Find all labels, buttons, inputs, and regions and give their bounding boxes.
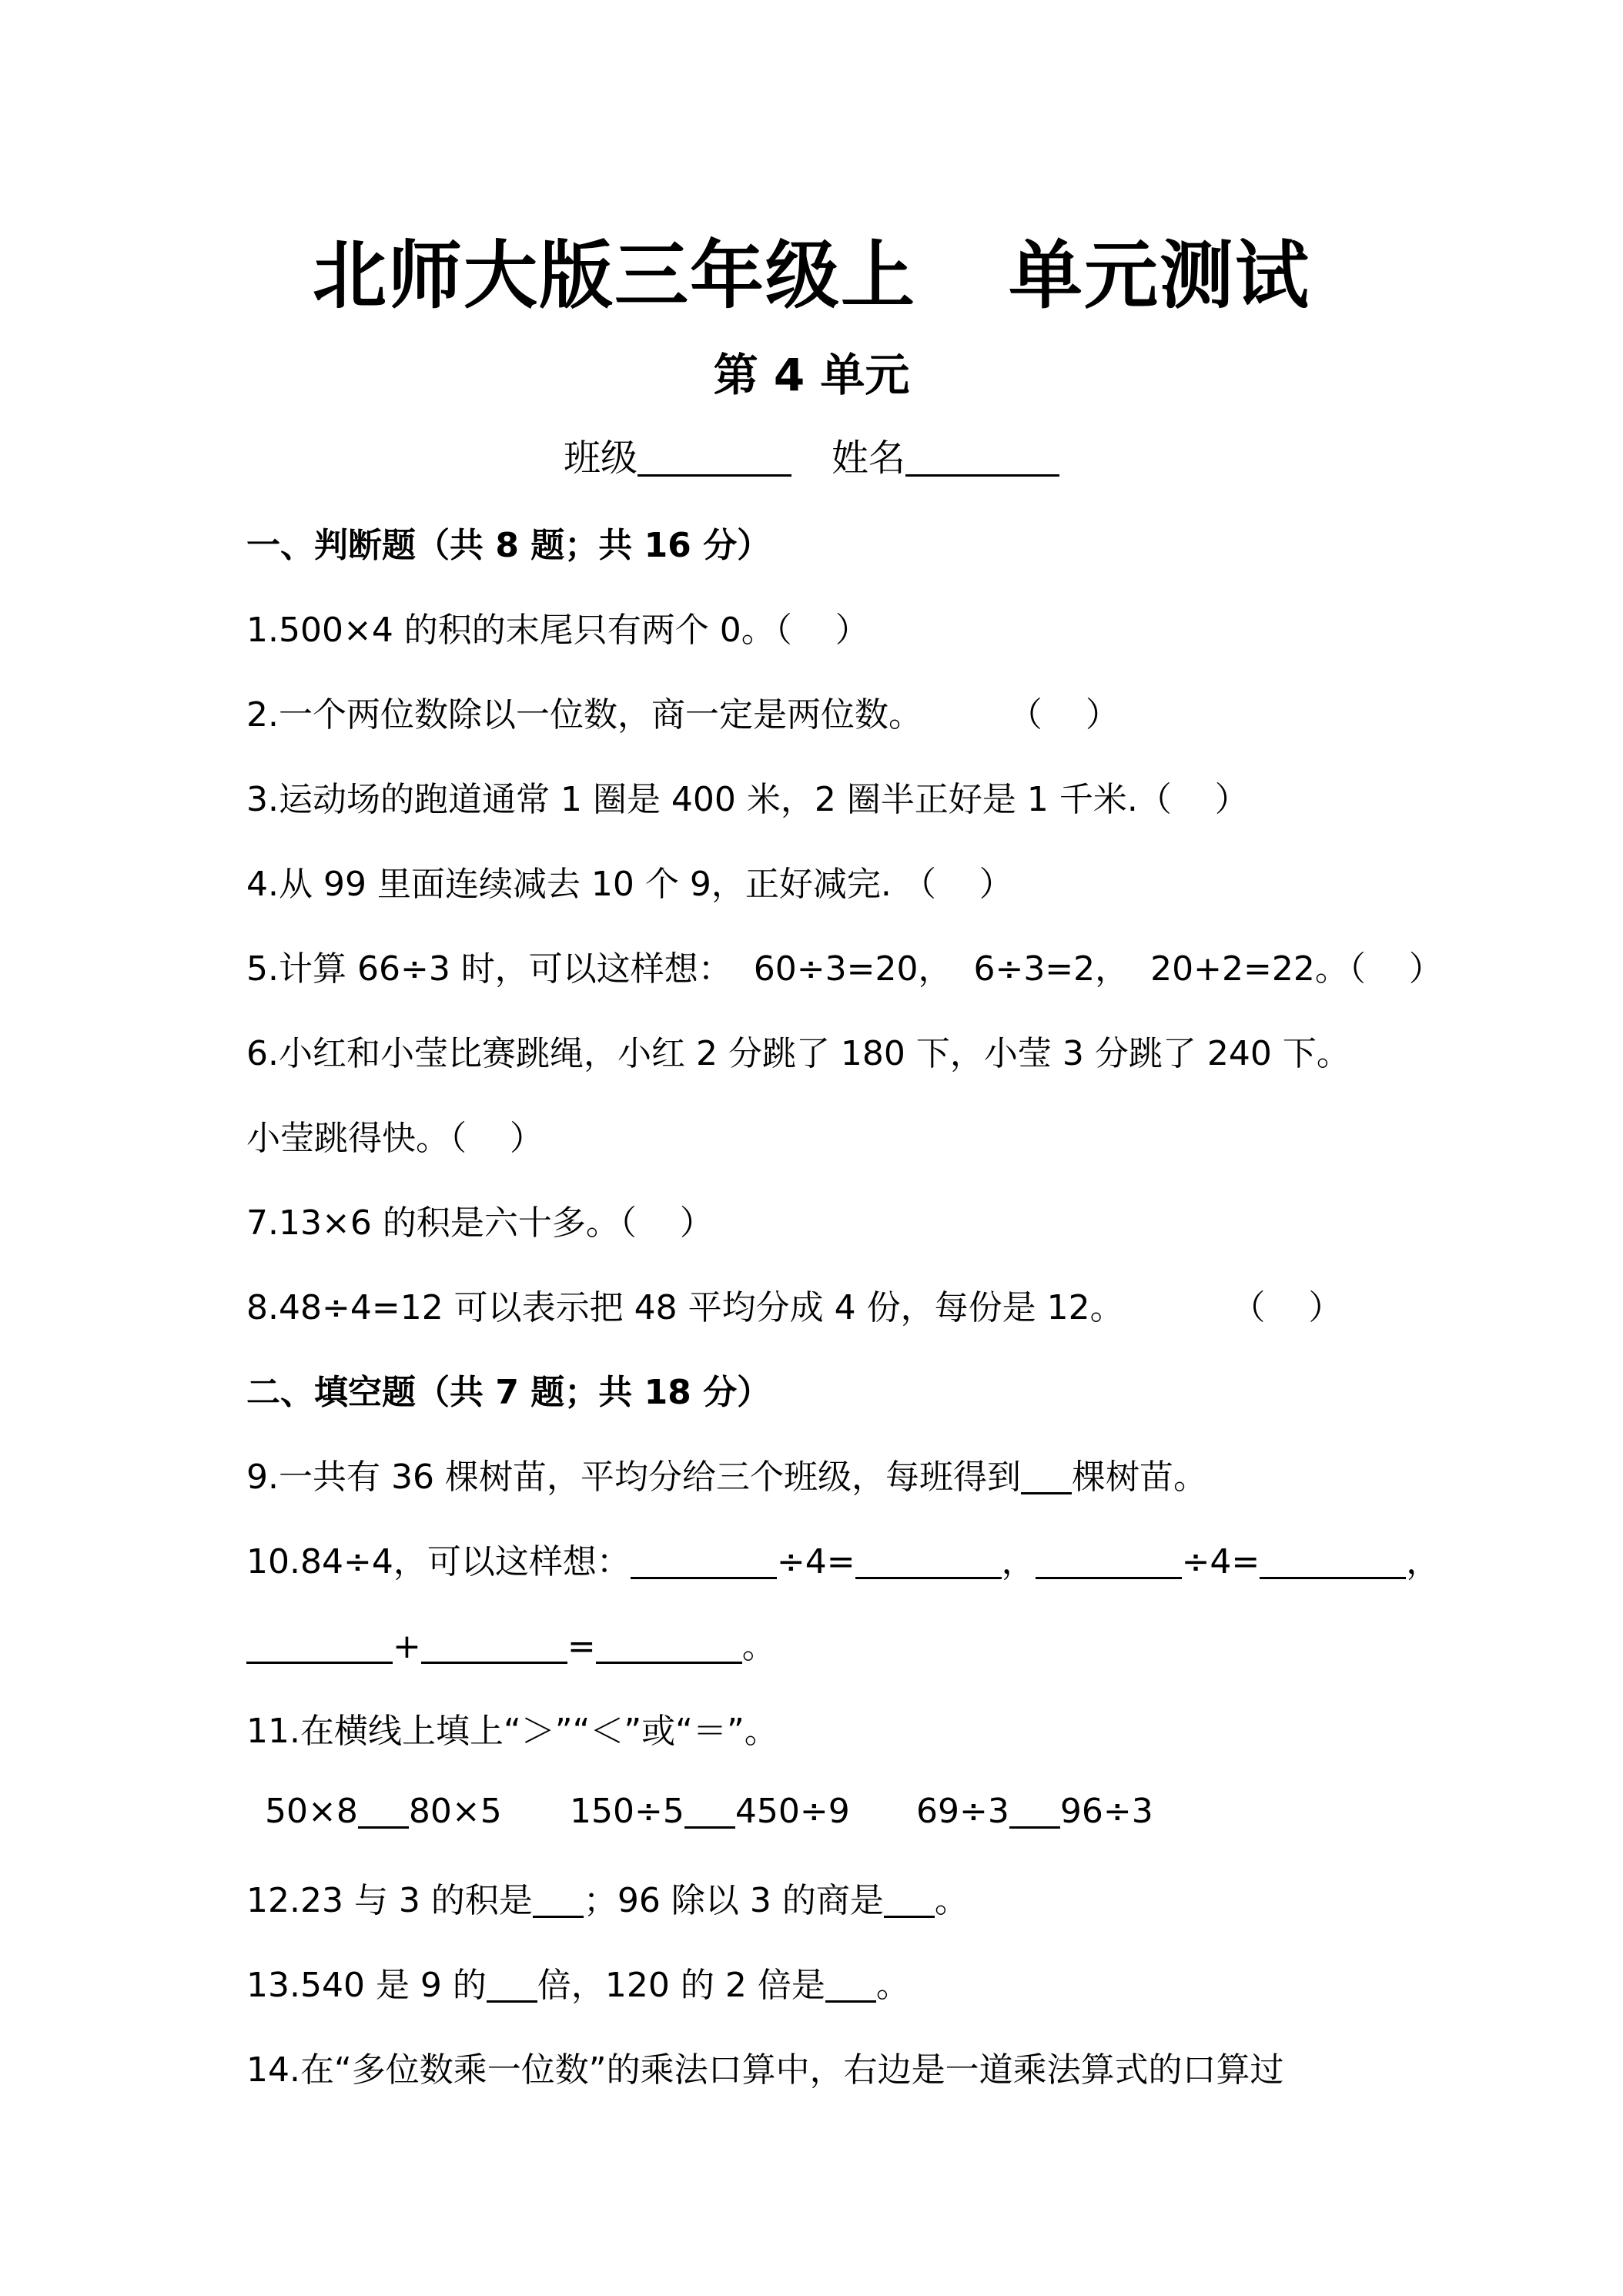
q10-plus: +	[393, 1627, 421, 1666]
question-12	[246, 1873, 969, 1922]
q10-comma-1: ，	[1001, 1542, 1036, 1581]
question-6-line-1: 6.小红和小莹比赛跳绳，小红 2 分跳了 180 下，小莹 3 分跳了 240 下。	[246, 1034, 1350, 1073]
page-title	[0, 217, 1623, 323]
section-judge-heading: 一、判断题（共 8 题；共 16 分）	[246, 526, 771, 565]
question-7: 7.13×6 的积是六十多。（ ）	[246, 1203, 714, 1243]
q12-blank-1[interactable]	[533, 1877, 584, 1918]
q10-div-1: ÷4=	[776, 1542, 855, 1581]
unit-subtitle: 第 4 单元	[713, 349, 910, 401]
class-blank[interactable]	[637, 436, 791, 477]
q11-item-a	[265, 1788, 502, 1831]
q13-blank-1[interactable]	[487, 1962, 537, 2003]
question-6-line-2: 小莹跳得快。（ ）	[246, 1119, 544, 1158]
q11-c-right: 96÷3	[1059, 1792, 1153, 1831]
q9-text-post: 棵树苗。	[1071, 1458, 1207, 1497]
q12-blank-2[interactable]	[884, 1877, 935, 1918]
q10-blank-1[interactable]	[631, 1538, 777, 1579]
question-14: 14.在“多位数乘一位数”的乘法口算中，右边是一道乘法算式的口算过	[246, 2050, 1284, 2090]
q11-a-right: 80×5	[408, 1792, 502, 1831]
question-1: 1.500×4 的积的末尾只有两个 0。（ ）	[246, 611, 869, 650]
question-5: 5.计算 66÷3 时，可以这样想： 60÷3=20， 6÷3=2， 20+2=22。（ ）	[246, 949, 1443, 989]
q11-b-blank[interactable]	[684, 1788, 735, 1829]
q11-c-left: 69÷3	[916, 1792, 1009, 1831]
q11-item-b	[570, 1788, 850, 1831]
q13-text-mid: 倍，120 的 2 倍是	[537, 1966, 825, 2005]
question-10-line-1	[246, 1534, 1440, 1583]
class-label: 班级	[563, 437, 637, 480]
q10-text-pre: 10.84÷4，可以这样想：	[246, 1542, 631, 1581]
q11-item-c	[916, 1788, 1153, 1831]
q12-text-end: 。	[934, 1881, 969, 1920]
q10-end: 。	[741, 1627, 776, 1666]
q9-text-pre: 9.一共有 36 棵树苗，平均分给三个班级，每班得到	[246, 1458, 1021, 1497]
q11-a-blank[interactable]	[358, 1788, 409, 1829]
name-blank[interactable]	[905, 436, 1059, 477]
question-4: 4.从 99 里面连续减去 10 个 9，正好减完. （ ）	[246, 865, 1013, 904]
question-3: 3.运动场的跑道通常 1 圈是 400 米，2 圈半正好是 1 千米.（ ）	[246, 780, 1249, 819]
q10-blank-7[interactable]	[596, 1623, 742, 1664]
question-2: 2.一个两位数除以一位数，商一定是两位数。 （ ）	[246, 695, 1119, 735]
q12-text-mid: ；96 除以 3 的商是	[583, 1881, 884, 1920]
question-9	[246, 1449, 1207, 1498]
q13-text-pre: 13.540 是 9 的	[246, 1966, 487, 2005]
q11-b-left: 150÷5	[570, 1792, 684, 1831]
q10-eq: =	[567, 1627, 596, 1666]
section-fill-heading: 二、填空题（共 7 题；共 18 分）	[246, 1373, 771, 1412]
question-10-line-2	[246, 1618, 776, 1668]
q12-text-pre: 12.23 与 3 的积是	[246, 1881, 533, 1920]
question-8: 8.48÷4=12 可以表示把 48 平均分成 4 份，每份是 12。 （ ）	[246, 1288, 1343, 1327]
q11-b-right: 450÷9	[735, 1792, 850, 1831]
q13-text-end: 。	[875, 1966, 910, 2005]
q13-blank-2[interactable]	[825, 1962, 876, 2003]
question-11: 11.在横线上填上“＞”“＜”或“＝”。	[246, 1712, 778, 1751]
q10-blank-6[interactable]	[421, 1623, 567, 1664]
question-13	[246, 1957, 910, 2006]
q11-a-left: 50×8	[265, 1792, 358, 1831]
name-label: 姓名	[832, 437, 906, 480]
q10-blank-2[interactable]	[855, 1538, 1002, 1579]
q10-comma-2: ，	[1406, 1542, 1441, 1581]
class-name-line	[0, 428, 1623, 481]
title-right: 单元测试	[1009, 233, 1310, 319]
title-left: 北师大版三年级上	[313, 233, 916, 319]
q11-c-blank[interactable]	[1009, 1788, 1060, 1829]
q10-blank-4[interactable]	[1260, 1538, 1406, 1579]
q9-blank[interactable]	[1021, 1454, 1072, 1494]
q10-blank-3[interactable]	[1036, 1538, 1182, 1579]
q10-blank-5[interactable]	[246, 1623, 393, 1664]
q10-div-2: ÷4=	[1181, 1542, 1260, 1581]
